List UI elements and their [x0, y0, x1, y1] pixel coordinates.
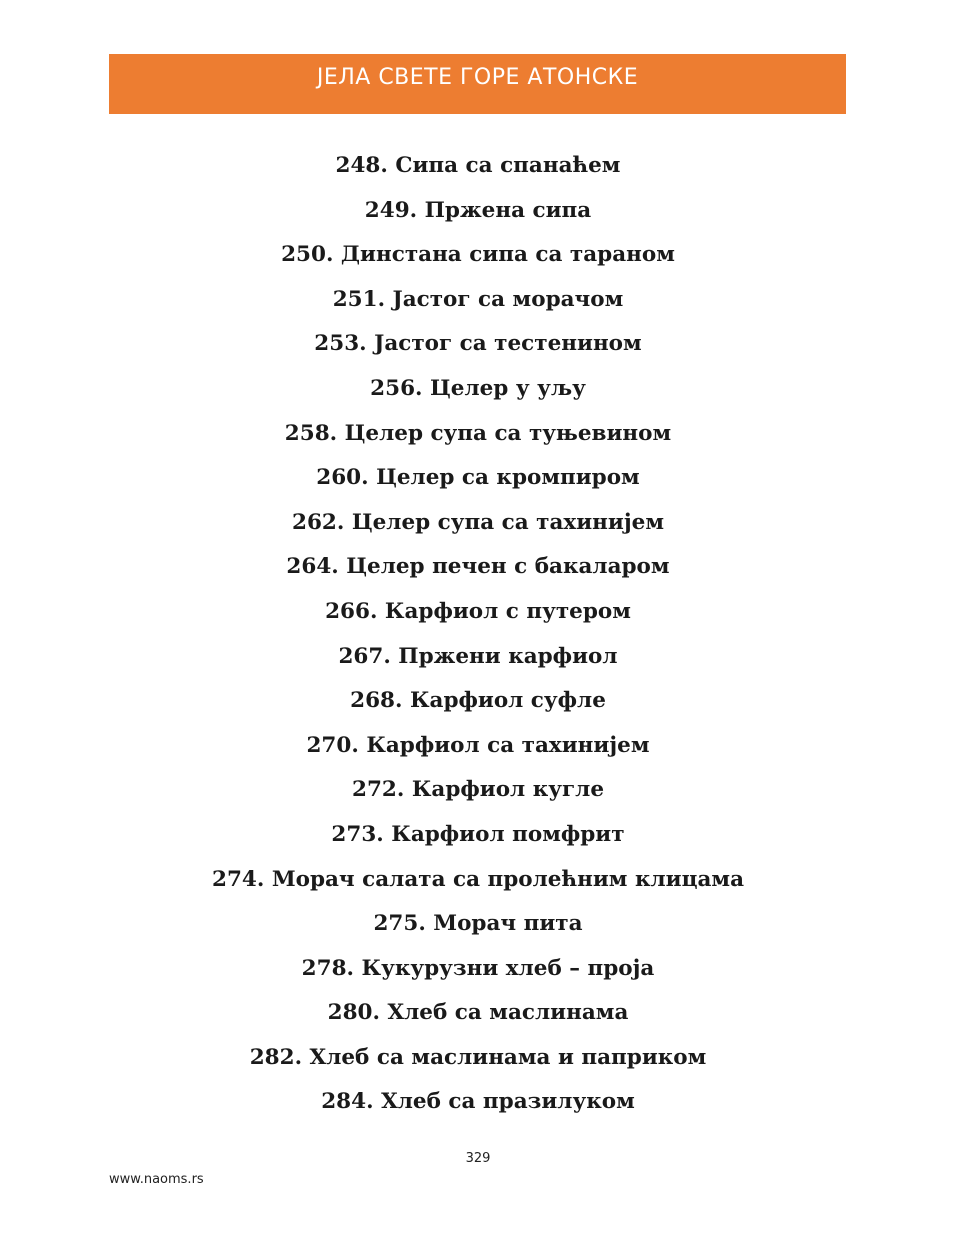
list-item: 260. Целер са кромпиром — [316, 465, 640, 491]
list-item: 262. Целер супа са тахинијем — [291, 509, 664, 535]
list-item: 275. Морач пита — [373, 911, 583, 937]
list-item: 268. Карфиол суфле — [350, 688, 606, 714]
list-item: 270. Карфиол са тахинијем — [306, 732, 650, 758]
list-item: 249. Пржена сипа — [364, 197, 592, 223]
list-item: 273. Карфиол помфрит — [331, 821, 625, 847]
list-item: 284. Хлеб са празилуком — [321, 1089, 635, 1115]
list-item: 272. Карфиол кугле — [352, 777, 604, 803]
page-title: ЈЕЛА СВЕТЕ ГОРЕ АТОНСКЕ — [316, 65, 639, 90]
list-item: 278. Кукурузни хлеб – проја — [301, 955, 655, 981]
list-item: 266. Карфиол с путером — [325, 598, 631, 624]
list-item: 264. Целер печен с бакаларом — [286, 554, 670, 580]
header-banner — [109, 54, 846, 114]
list-item: 253. Јастог са тестенином — [314, 331, 642, 357]
page-number: 329 — [465, 1151, 491, 1166]
list-item: 282. Хлеб са маслинама и паприком — [249, 1044, 707, 1070]
list-item: 256. Целер у уљу — [370, 375, 586, 401]
list-item: 274. Морач салата са пролећним клицама — [211, 866, 744, 892]
website-url: www.naoms.rs — [109, 1172, 204, 1187]
list-item: 251. Јастог са морачом — [332, 286, 624, 312]
list-item: 267. Пржени карфиол — [338, 643, 618, 669]
list-item: 280. Хлеб са маслинама — [327, 1000, 629, 1026]
list-item: 258. Целер супа са туњевином — [284, 420, 672, 446]
list-item: 250. Динстана сипа са тараном — [281, 242, 675, 268]
list-item: 248. Сипа са спанаћем — [335, 153, 621, 178]
recipe-list — [0, 150, 956, 1131]
